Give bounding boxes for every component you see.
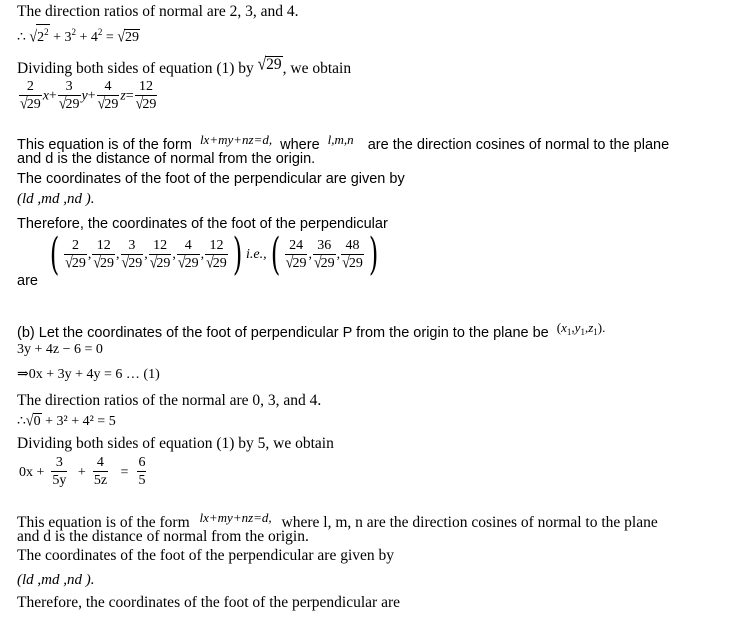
coords-expression: (ld ,md ,nd ). — [17, 191, 95, 207]
plane-equation: 3y + 4z − 6 = 0 — [17, 342, 103, 357]
therefore-line: Therefore, the coordinates of the foot of the perpendicular — [17, 216, 388, 232]
sqrt-result: 29 — [125, 30, 140, 45]
part-b-therefore-line: Therefore, the coordinates of the foot of the perpendicular are — [17, 594, 401, 611]
part-b-intro: (b) Let the coordinates of the foot of perpendicular P from the origin to the plane be $(x_1,y_1,z_1)$. — [17, 320, 606, 341]
distance-line: and d is the distance of normal from the origin. — [17, 151, 316, 167]
sqrt-expression: $√2^2$ — [29, 24, 49, 47]
part-b-direction-ratios: The direction ratios of the normal are 0, 3, and 4. — [17, 392, 322, 409]
magnitude-equation: ∴ $√2^2 + 3^2 + 4^2 = √29$ — [17, 23, 140, 47]
direction-ratios-line: The direction ratios of normal are 2, 3, and 4. — [17, 3, 299, 20]
part-b-distance-line: and d is the distance of normal from the origin. — [17, 528, 309, 545]
plane-form-expression: lx+my+nz=d, — [199, 132, 273, 147]
foot-point-expression: $(x_1,y_1,z_1)$. — [556, 320, 606, 337]
coords-given-line: The coordinates of the foot of the perpendicular are given by — [17, 171, 405, 187]
implies-equation: ⇒0x + 3y + 4y = 6 … (1) — [17, 367, 160, 382]
part-b-coords-expression: (ld ,md ,nd ). — [17, 572, 95, 588]
part-b-form-line: This equation is of the form $^{lx+my+nz=d,}$ where l, m, n are the direction cosines of normal to the plane — [17, 510, 658, 531]
part-b-magnitude: ∴√0 + 3² + 4² = 5 — [17, 412, 116, 431]
dividing-line: Dividing both sides of equation (1) by √29, we obtain — [17, 54, 352, 77]
therefore-symbol: ∴ — [17, 30, 26, 45]
part-b-normalized-equation: 0x + $\frac{3}{5y}$ + $\frac{4}{5z}$ = $\frac{6}{5}$ — [19, 455, 146, 488]
are-label: are — [17, 273, 38, 289]
part-b-coords-given-line: The coordinates of the foot of the perpendicular are given by — [17, 547, 395, 564]
foot-of-perpendicular-coordinates: ( $\frac{2}{√29}$ , $\frac{12}{√29}$ , $\frac{3}{√29}$ , $\frac{12}{√29}$ , $\frac{4}{√29}$ , $\frac{12}{√29}$ ) i.e.,( $\frac{24}{√29}$ , $\frac{36}{√29}$ , $\frac{48}{√29}$ ) — [49, 229, 379, 280]
part-b-dividing-line: Dividing both sides of equation (1) by 5, we obtain — [17, 435, 334, 452]
normalized-plane-equation: $\frac{2}{√29}$ x+ $\frac{3}{√29}$ y+ $\frac{4}{√29}$ z= $\frac{12}{√29}$ — [20, 79, 157, 114]
form-line: This equation is of the form lx+my+nz=d, where l,m,n are the direction cosines of normal to the plane — [17, 132, 670, 153]
